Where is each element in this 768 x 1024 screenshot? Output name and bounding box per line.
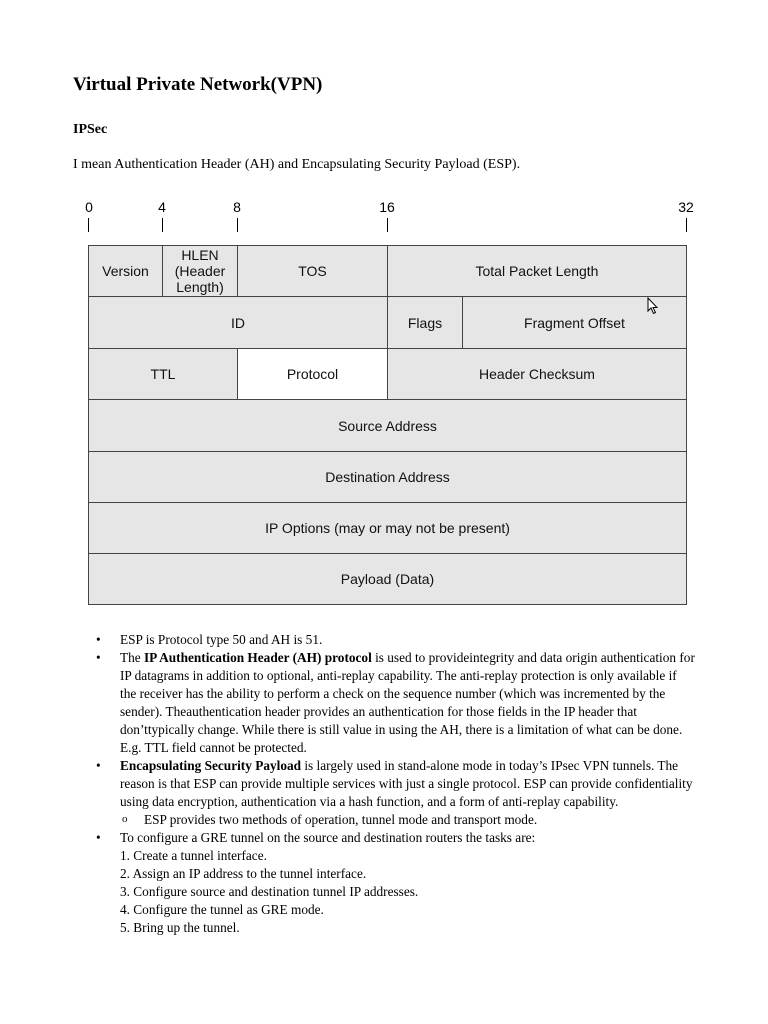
field-ttl: TTL bbox=[88, 348, 238, 400]
step-item: 4. Configure the tunnel as GRE mode. bbox=[120, 902, 324, 917]
field-fragment-offset: Fragment Offset bbox=[462, 296, 687, 349]
sub-list bbox=[120, 811, 696, 829]
scale-label: 32 bbox=[678, 199, 694, 215]
section-heading: IPSec bbox=[73, 122, 108, 137]
field-destination-address: Destination Address bbox=[88, 451, 687, 503]
field-payload: Payload (Data) bbox=[88, 553, 687, 605]
field-tos: TOS bbox=[237, 245, 388, 297]
field-hlen: HLEN (Header Length) bbox=[162, 245, 238, 297]
document-title: Virtual Private Network(VPN) bbox=[73, 74, 323, 95]
step-item: 5. Bring up the tunnel. bbox=[120, 920, 240, 935]
field-protocol: Protocol bbox=[237, 348, 388, 400]
field-id: ID bbox=[88, 296, 388, 349]
list-item: • ESP is Protocol type 50 and AH is 51. bbox=[96, 631, 696, 649]
sub-list-item: o ESP provides two methods of operation, tunnel mode and transport mode. bbox=[120, 811, 696, 829]
steps-list bbox=[120, 847, 696, 937]
list-item: • To configure a GRE tunnel on the source and destination routers the tasks are: 1. Create a tunnel interface. 2. Assign an IP address to the tunnel interface. 3. Configure source and destination tunnel IP addresses. 4. Configure the tunnel as GRE mode. 5. Bring up the tunnel. bbox=[96, 829, 696, 937]
step-item: 2. Assign an IP address to the tunnel interface. bbox=[120, 866, 367, 881]
field-version: Version bbox=[88, 245, 163, 297]
field-header-checksum: Header Checksum bbox=[387, 348, 687, 400]
scale-tick bbox=[88, 218, 89, 232]
scale-label: 8 bbox=[233, 199, 241, 215]
intro-paragraph: I mean Authentication Header (AH) and Encapsulating Security Payload (ESP). bbox=[73, 157, 521, 172]
step-item: 3. Configure source and destination tunnel IP addresses. bbox=[120, 884, 419, 899]
field-ip-options: IP Options (may or may not be present) bbox=[88, 502, 687, 554]
scale-label: 0 bbox=[85, 199, 93, 215]
scale-tick bbox=[387, 218, 388, 232]
list-item: • Encapsulating Security Payload is largely used in stand-alone mode in today’s IPsec VPN tunnels. The reason is that ESP can provide multiple services with just a single protocol. ESP can provide confidentiality using data encryption, authentication via a hash function, and a form of anti-replay capability. o ESP provides two methods of operation, tunnel mode and transport mode. bbox=[96, 757, 696, 829]
field-total-packet-length: Total Packet Length bbox=[387, 245, 687, 297]
field-flags: Flags bbox=[387, 296, 463, 349]
scale-tick bbox=[237, 218, 238, 232]
field-source-address: Source Address bbox=[88, 399, 687, 452]
scale-tick bbox=[162, 218, 163, 232]
list-item: • The IP Authentication Header (AH) protocol is used to provideintegrity and data origin authentication for IP datagrams in addition to optional, anti-replay capability. The anti-replay protection is only available if the receiver has the ability to perform a check on the sequence number (which was incremented by the sender). Theauthentication header provides an authentication for those fields in the IP header that don’ttypically change. While there is still value in using the AH, there is a limitation of what can be done. E.g. TTL field cannot be protected. bbox=[96, 649, 696, 757]
scale-label: 4 bbox=[158, 199, 166, 215]
mouse-pointer-icon bbox=[647, 297, 659, 315]
scale-label: 16 bbox=[379, 199, 395, 215]
scale-tick bbox=[686, 218, 687, 232]
bullet-list bbox=[96, 631, 696, 937]
step-item: 1. Create a tunnel interface. bbox=[120, 848, 267, 863]
